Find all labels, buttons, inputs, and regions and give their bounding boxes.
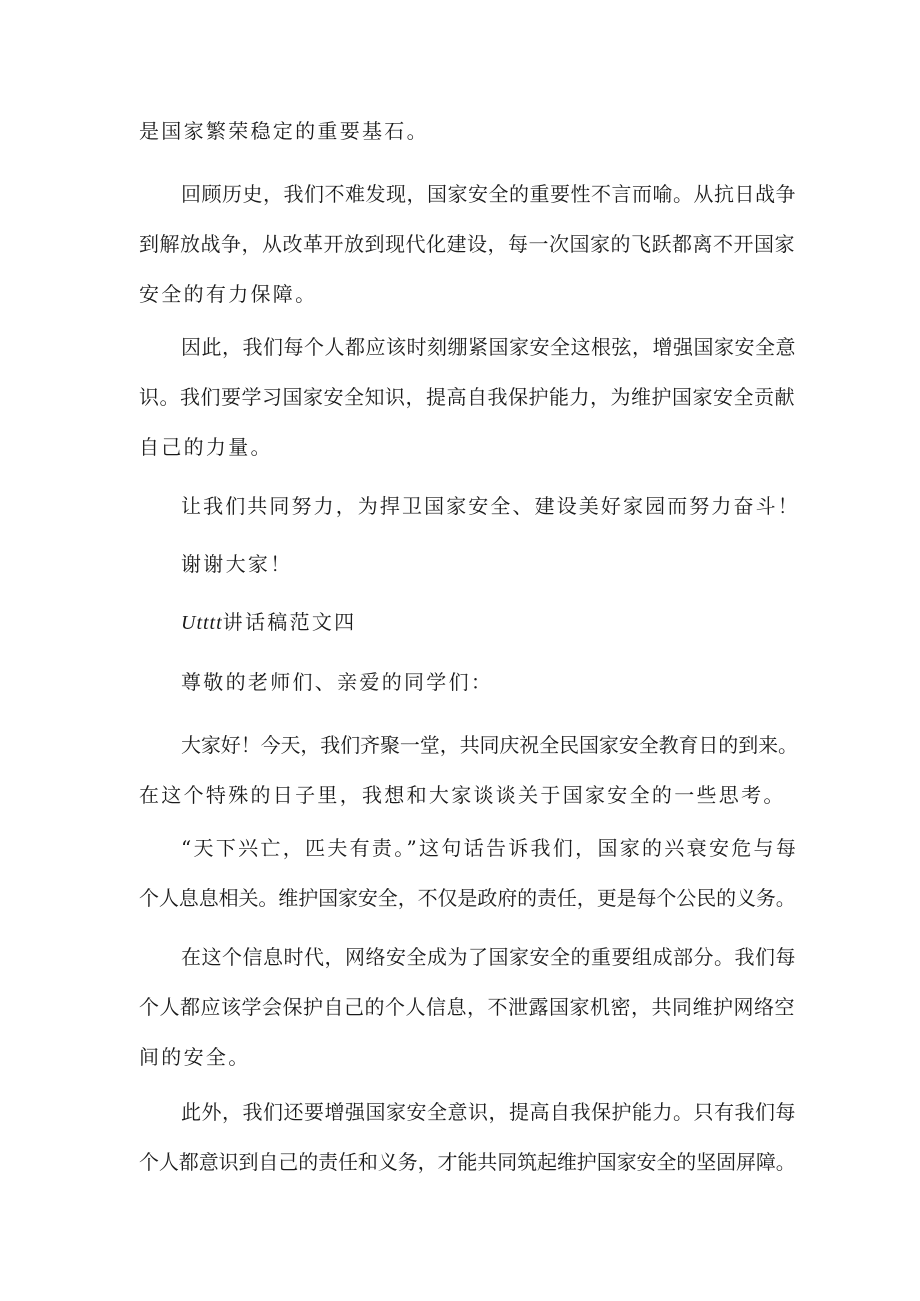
heading-title: 讲话稿范文四 — [222, 610, 357, 634]
text-line: 在这个信息时代，网络安全成为了国家安全的重要组成部分。我们每 — [181, 945, 796, 969]
text-line: 因此，我们每个人都应该时刻绷紧国家安全这根弦，增强国家安全意 — [181, 335, 796, 359]
text-line: 安全的有力保障。 — [139, 282, 318, 306]
text-line: 让我们共同努力，为捍卫国家安全、建设美好家园而努力奋斗！ — [181, 494, 800, 518]
text-line: 在这个特殊的日子里，我想和大家谈谈关于国家安全的一些思考。 — [139, 783, 786, 807]
text-line: 个人息息相关。维护国家安全，不仅是政府的责任，更是每个公民的义务。 — [139, 886, 796, 910]
section-heading — [181, 610, 356, 635]
text-line: 到解放战争，从改革开放到现代化建设，每一次国家的飞跃都离不开国家 — [139, 232, 795, 256]
text-line: 谢谢大家！ — [181, 552, 293, 576]
heading-prefix: Utttt — [181, 612, 223, 634]
salutation: 尊敬的老师们、亲爱的同学们： — [181, 670, 494, 694]
text-line: 识。我们要学习国家安全知识，提高自我保护能力，为维护国家安全贡献 — [139, 385, 795, 409]
text-line: 自己的力量。 — [139, 435, 273, 459]
text-line: 此外，我们还要增强国家安全意识，提高自我保护能力。只有我们每 — [181, 1100, 796, 1124]
text-line: 个人都意识到自己的责任和义务，才能共同筑起维护国家安全的坚固屏障。 — [139, 1150, 796, 1174]
text-line: 间的安全。 — [139, 1045, 251, 1069]
text-line: 是国家繁荣稳定的重要基石。 — [139, 119, 429, 143]
text-line: 大家好！今天，我们齐聚一堂，共同庆祝全民国家安全教育日的到来。 — [181, 733, 798, 757]
text-line: 回顾历史，我们不难发现，国家安全的重要性不言而喻。从抗日战争 — [181, 182, 796, 206]
text-line: “天下兴亡，匹夫有责。”这句话告诉我们，国家的兴衰安危与每 — [181, 836, 799, 860]
text-line: 个人都应该学会保护自己的个人信息，不泄露国家机密，共同维护网络空 — [139, 995, 795, 1019]
